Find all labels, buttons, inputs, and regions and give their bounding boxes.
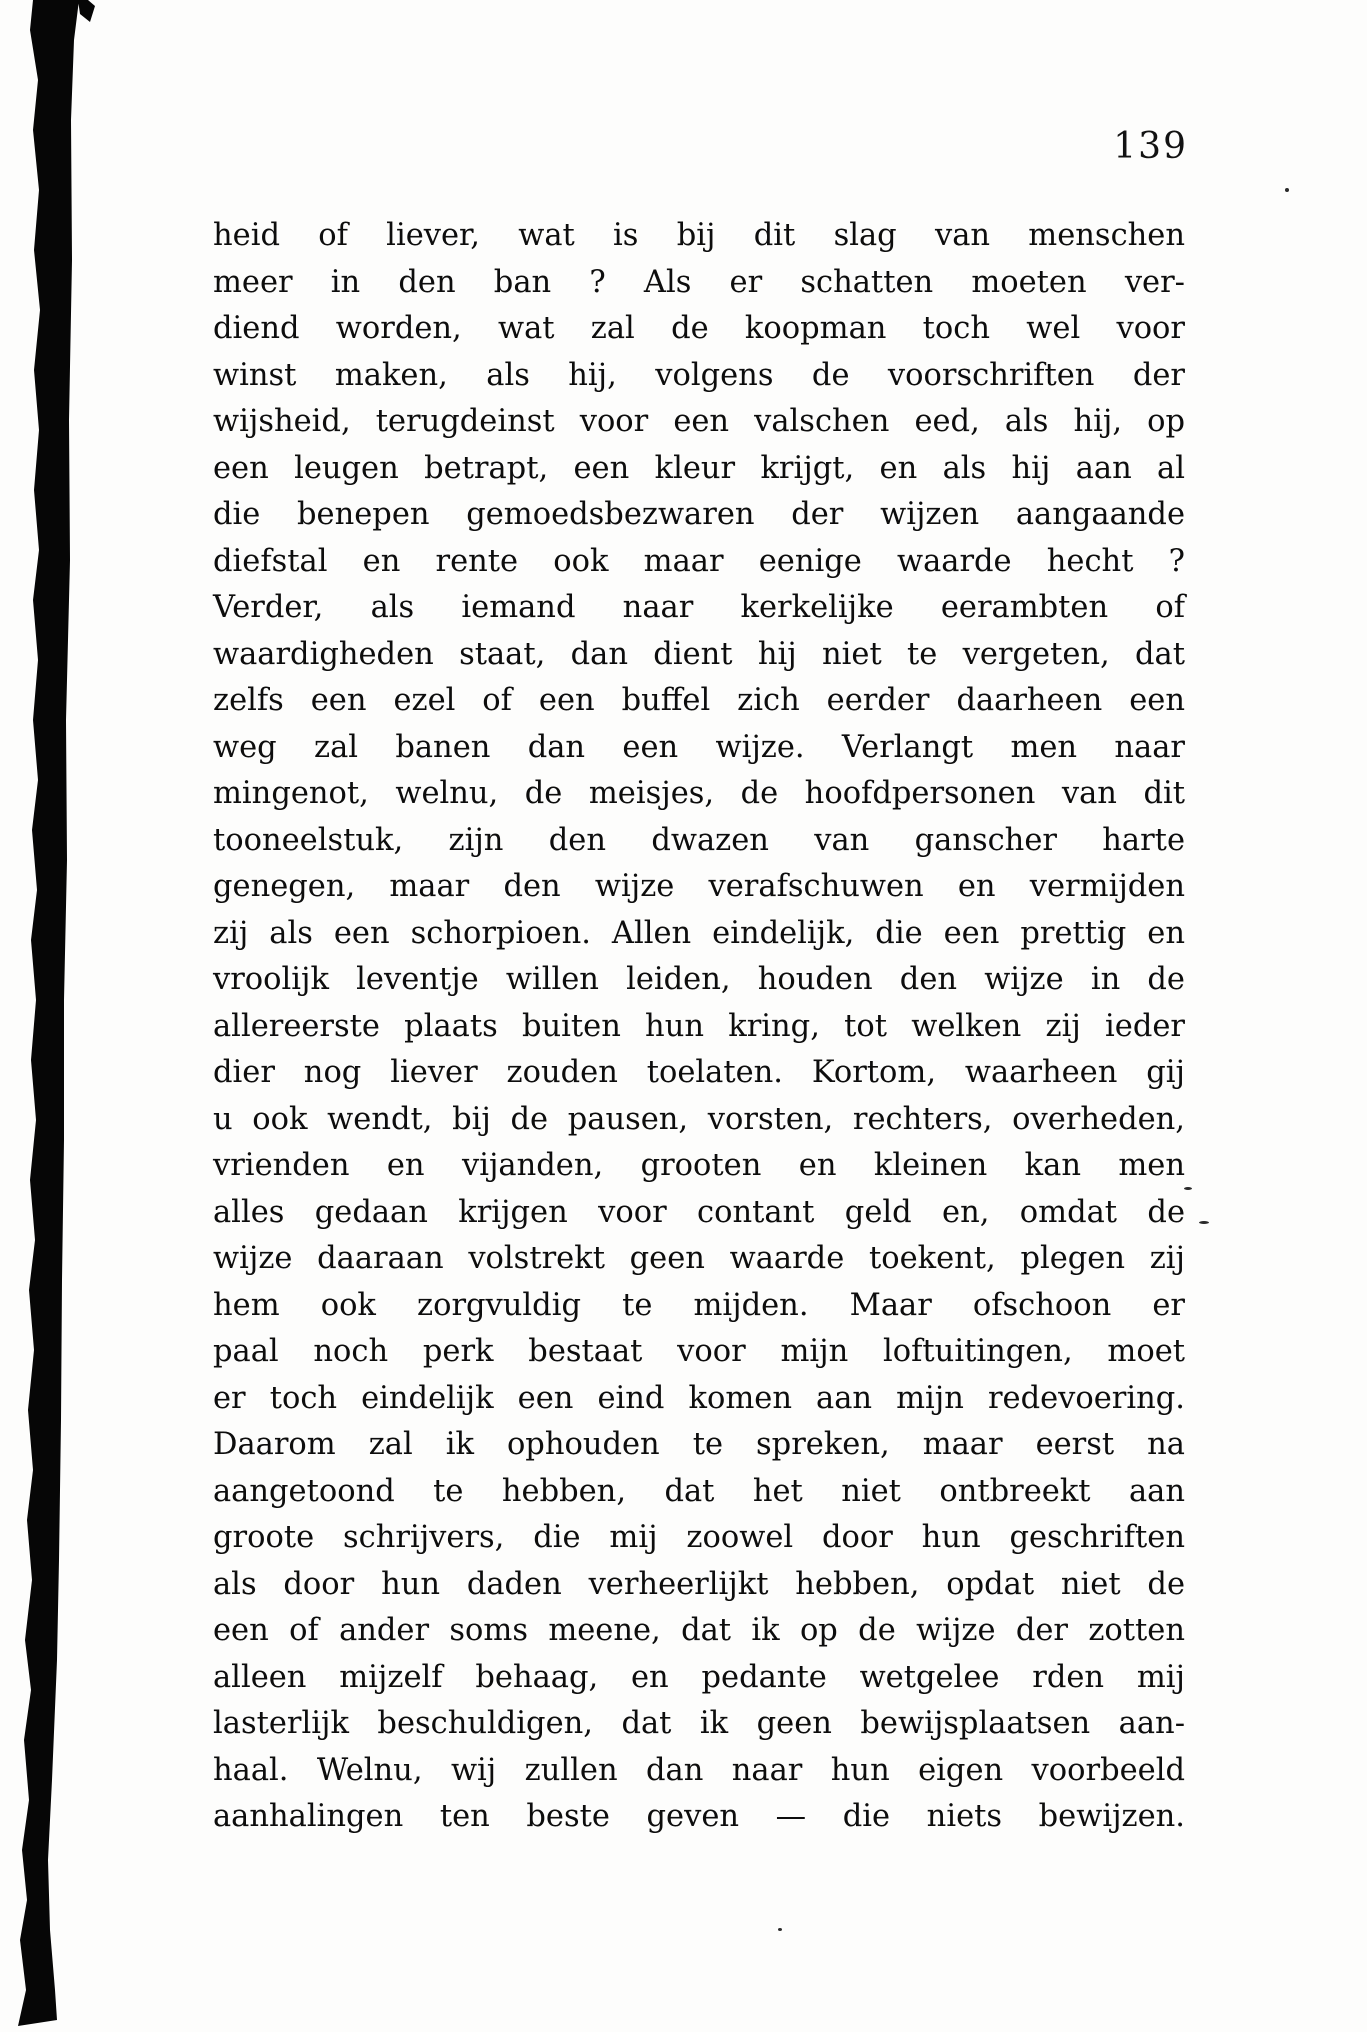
text-line: mingenot, welnu, de meisjes, de hoofdpersonen van dit — [213, 776, 1185, 811]
text-line: groote schrijvers, die mij zoowel door hun geschriften — [213, 1520, 1185, 1555]
text-line: allereerste plaats buiten hun kring, tot welken zij ieder — [213, 1008, 1185, 1044]
text-line: wijze daaraan volstrekt geen waarde toekent, plegen zij — [213, 1241, 1185, 1276]
text-line: tooneelstuk, zijn den dwazen van ganscher harte — [213, 822, 1185, 858]
page-number: 139 — [1113, 126, 1188, 167]
text-line: Verder, als iemand naar kerkelijke eerambten of — [213, 590, 1185, 625]
text-line: diend worden, wat zal de koopman toch wel voor — [213, 311, 1185, 346]
text-line: zij als een schorpioen. Allen eindelijk, die een prettig en — [213, 915, 1185, 951]
scan-speck — [1285, 188, 1289, 192]
text-line: winst maken, als hij, volgens de voorschriften der — [213, 357, 1185, 393]
text-line: zelfs een ezel of een buffel zich eerder daarheen een — [213, 683, 1185, 718]
text-line: een of ander soms meene, dat ik op de wijze der zotten — [213, 1613, 1185, 1648]
text-line: Daarom zal ik ophouden te spreken, maar eerst na — [213, 1427, 1185, 1462]
text-line: vrienden en vijanden, grooten en kleinen kan men — [213, 1148, 1185, 1183]
text-line: diefstal en rente ook maar eenige waarde hecht ? — [213, 543, 1185, 579]
text-line: dier nog liever zouden toelaten. Kortom, waarheen gij — [213, 1055, 1185, 1090]
text-line: wijsheid, terugdeinst voor een valschen eed, als hij, op — [213, 404, 1185, 439]
scan-speck — [1199, 1221, 1209, 1224]
text-line: een leugen betrapt, een kleur krijgt, en als hij aan al — [213, 450, 1185, 486]
text-line: aangetoond te hebben, dat het niet ontbreekt aan — [213, 1473, 1185, 1509]
scan-speck — [778, 1928, 782, 1931]
text-line: waardigheden staat, dan dient hij niet te vergeten, dat — [213, 636, 1185, 672]
text-line: weg zal banen dan een wijze. Verlangt men naar — [213, 729, 1185, 765]
text-line: er toch eindelijk een eind komen aan mijn redevoering. — [213, 1380, 1185, 1416]
text-line: meer in den ban ? Als er schatten moeten ver- — [213, 264, 1185, 300]
text-line: alles gedaan krijgen voor contant geld en, omdat de — [213, 1194, 1185, 1230]
text-line: als door hun daden verheerlijkt hebben, opdat niet de — [213, 1566, 1185, 1602]
text-line: heid of liever, wat is bij dit slag van menschen — [213, 218, 1185, 253]
text-line: die benepen gemoedsbezwaren der wijzen aangaande — [213, 497, 1185, 532]
text-line: alleen mijzelf behaag, en pedante wetgelee rden mij — [213, 1659, 1185, 1695]
text-line: lasterlijk beschuldigen, dat ik geen bewijsplaatsen aan- — [213, 1706, 1185, 1741]
text-line: vroolijk leventje willen leiden, houden den wijze in de — [213, 962, 1185, 997]
scan-speck — [1184, 1187, 1192, 1190]
text-line: genegen, maar den wijze verafschuwen en vermijden — [213, 869, 1185, 904]
scan-gutter-artifact — [0, 0, 100, 2032]
text-line: aanhalingen ten beste geven — die niets bewijzen. — [213, 1799, 1185, 1834]
text-line: hem ook zorgvuldig te mijden. Maar ofschoon er — [213, 1287, 1185, 1323]
text-line: paal noch perk bestaat voor mijn loftuitingen, moet — [213, 1334, 1185, 1369]
text-line: haal. Welnu, wij zullen dan naar hun eigen voorbeeld — [213, 1752, 1185, 1788]
page-text-block — [213, 213, 1185, 1841]
text-line: u ook wendt, bij de pausen, vorsten, rechters, overheden, — [213, 1101, 1185, 1137]
